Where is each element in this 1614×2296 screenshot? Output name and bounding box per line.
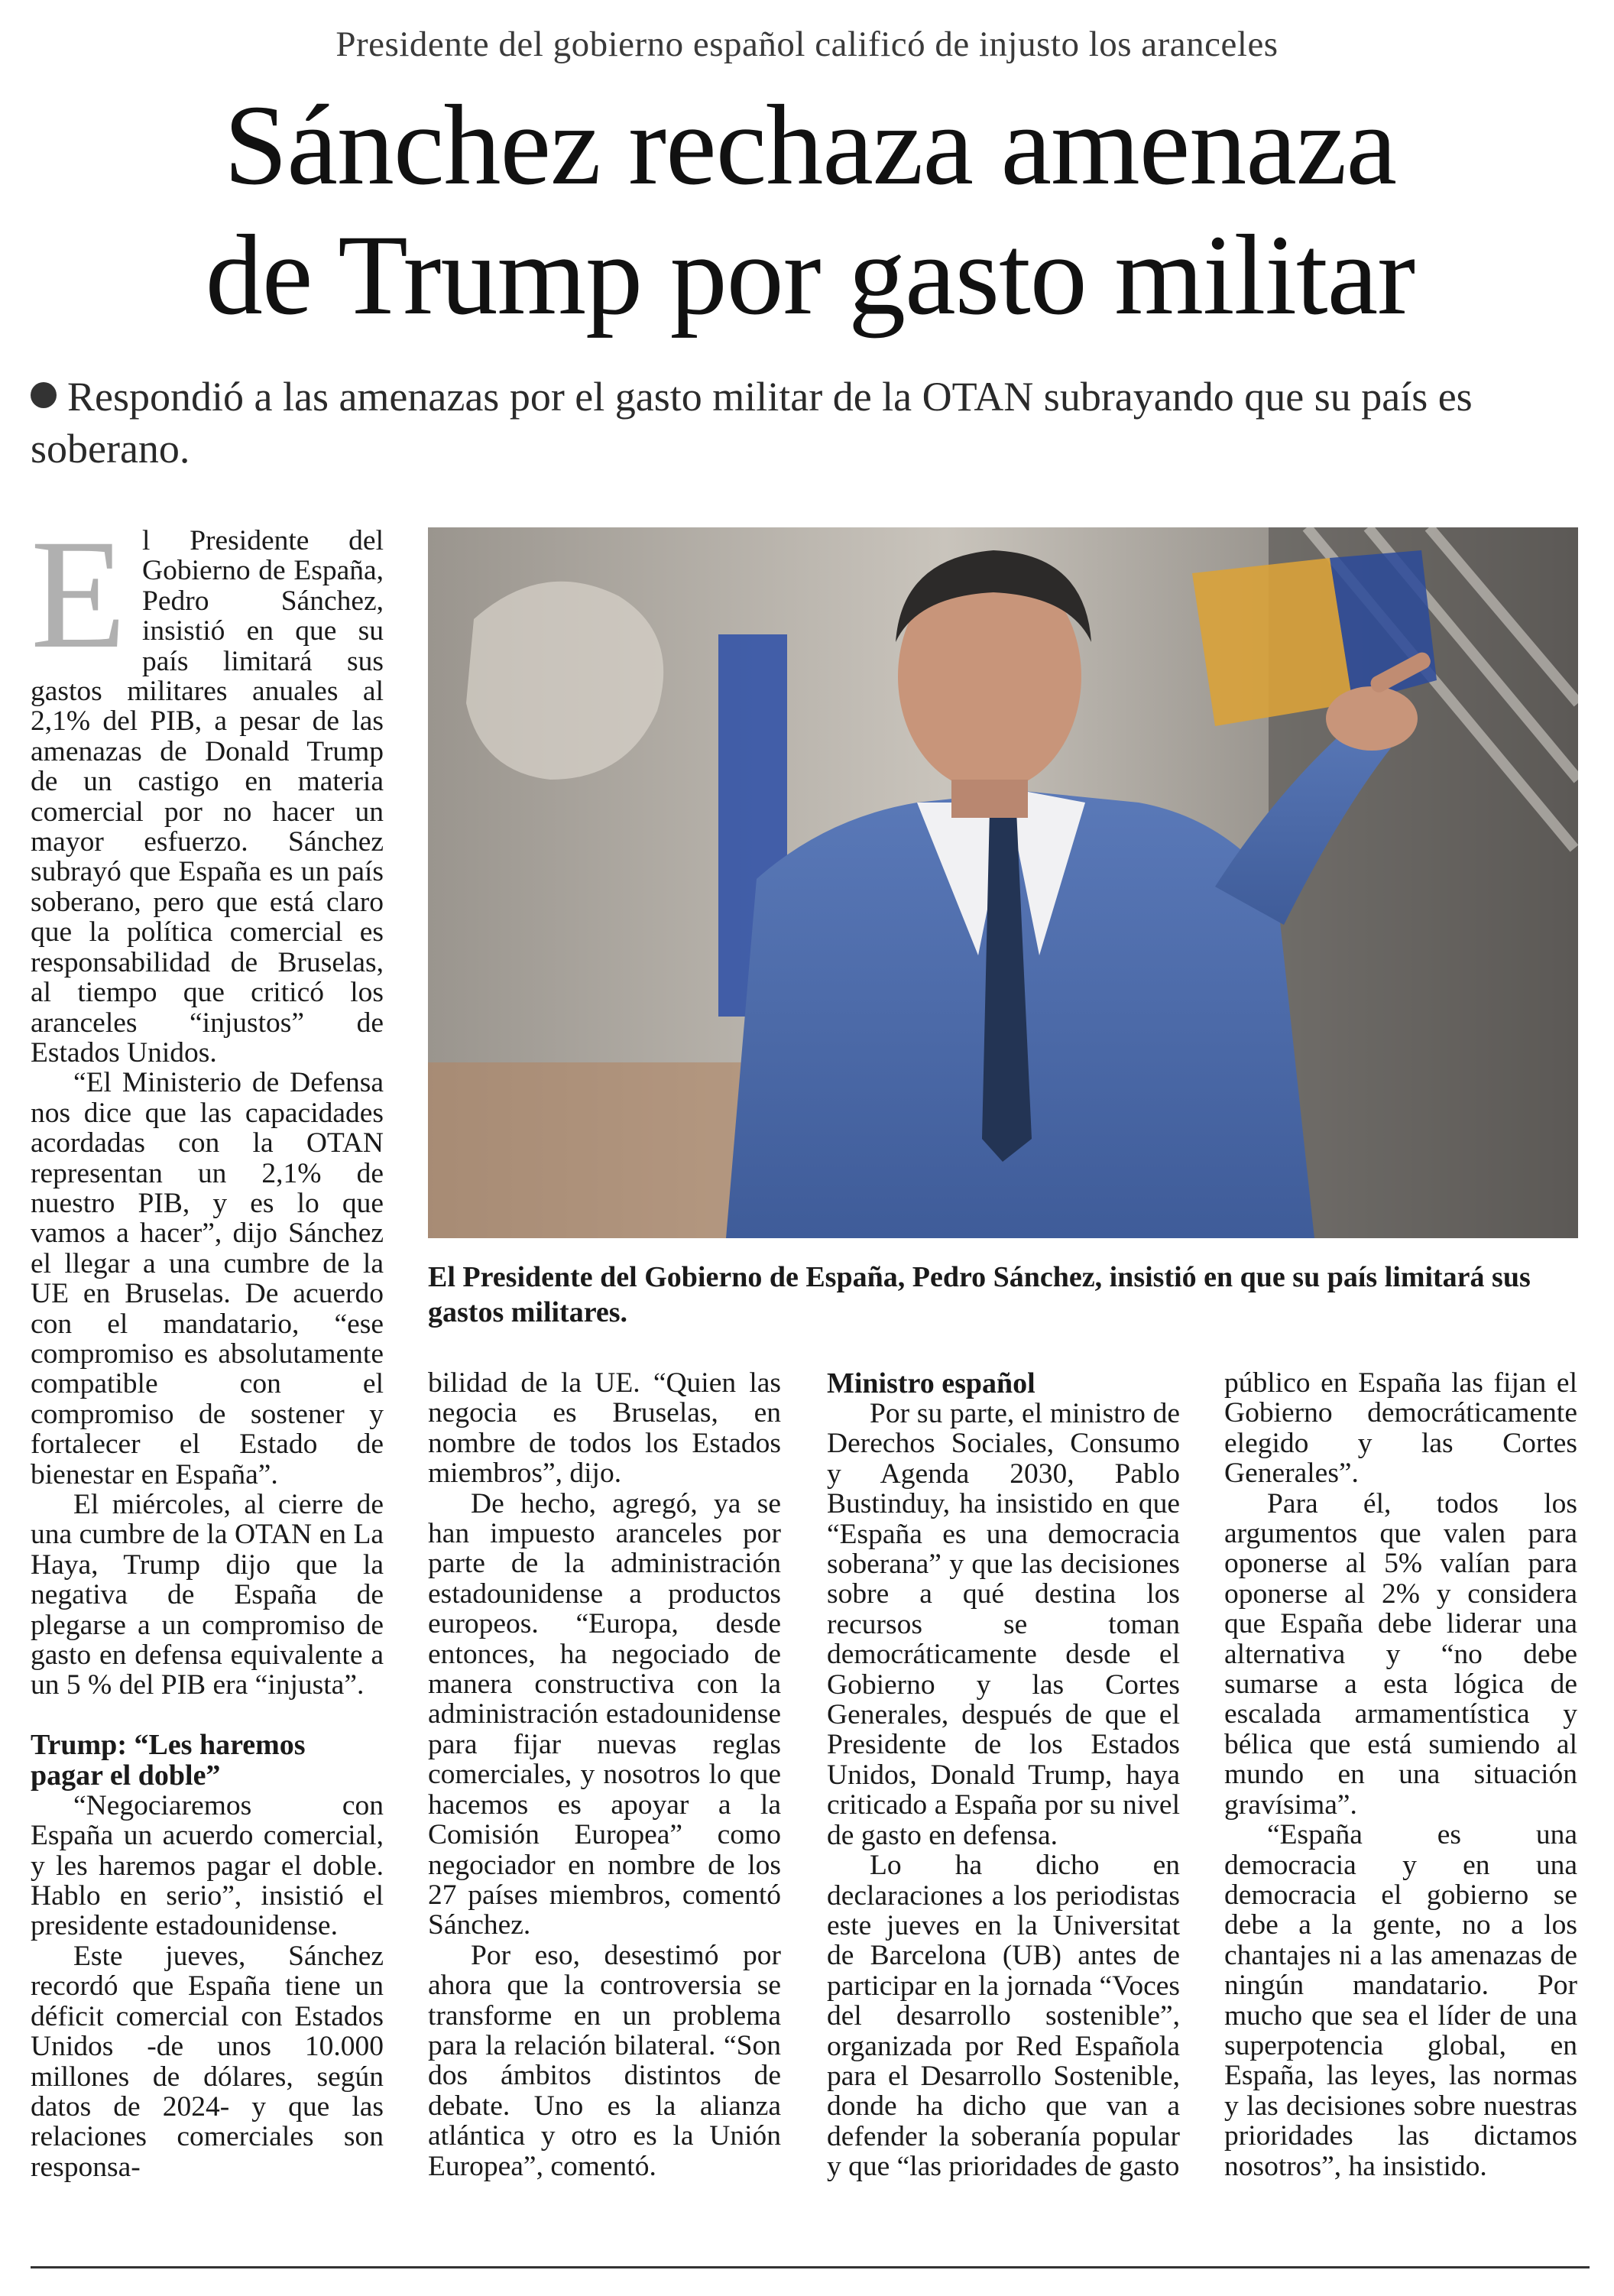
photo-portrait-icon — [428, 527, 1578, 1238]
paragraph: bilidad de la UE. “Quien las negocia es Bruselas, en nombre de todos los Estados miembros”, dijo. — [428, 1367, 781, 1490]
photo — [428, 527, 1578, 1238]
column-3 — [827, 1368, 1180, 2182]
photo-caption: El Presidente del Gobierno de España, Pedro Sánchez, insistió en que su país limitará sus gastos militares. — [428, 1261, 1531, 1328]
column-2 — [428, 1368, 781, 2181]
headline-line-2: de Trump por gasto militar — [205, 212, 1415, 339]
dropcap: E — [31, 508, 127, 681]
kicker: Presidente del gobierno español calificó de injusto los aranceles — [335, 24, 1279, 64]
paragraph — [31, 508, 384, 1069]
paragraph: “España es una democracia y en una democracia el gobierno se debe a la gente, no a los chantajes ni a las amenazas de ningún mandatario. Por mucho que sea el líder de una superpotencia global, en España, las leyes, las normas y las decisiones sobre nuestras prioridades las dictamos nosotros”, ha insistido. — [1224, 1819, 1577, 2182]
paragraph: público en España las fijan el Gobierno democráticamente elegido y las Cortes Generales”. — [1224, 1367, 1577, 1490]
paragraph: “El Ministerio de Defensa nos dice que las capacidades acordadas con la OTAN representan un 2,1% de nuestro PIB, y es lo que vamos a hacer”, dijo Sánchez el llegar a una cumbre de la UE en Bruselas. De acuerdo con el mandatario, “ese compromiso es absolutamente compatible con el compromiso de sostener y fortalecer el Estado de bienestar en España”. — [31, 1067, 384, 1490]
paragraph: De hecho, agregó, ya se han impuesto aranceles por parte de la administración estadounidense a productos europeos. “Europa, desde entonces, ha negociado de manera constructiva con la administración estadounidense para fijar nuevas reglas comerciales, y nosotros lo que hacemos es apoyar a la Comisión Europea” como negociador en nombre de los 27 países miembros, comentó Sánchez. — [428, 1487, 781, 1941]
paragraph: Por eso, desestimó por ahora que la controversia se transforme en un problema para la relación bilateral. “Son dos ámbitos distintos de debate. Uno es la alianza atlántica y otro es la Unión Europea”, comentó. — [428, 1939, 781, 2182]
paragraph: El miércoles, al cierre de una cumbre de la OTAN en La Haya, Trump dijo que la negativa de España de plegarse a un compromiso de gasto en defensa equivalente a un 5 % del PIB era “injusta”. — [31, 1489, 384, 1701]
bullet-icon — [31, 382, 57, 408]
spacer — [31, 1701, 384, 1730]
paragraph: “Negociaremos con España un acuerdo comercial, y les haremos pagar el doble. Hablo en serio”, insistió el presidente estadounidense. — [31, 1789, 384, 1942]
bottom-rule — [31, 2266, 1590, 2268]
summary — [31, 371, 1574, 475]
subhead-ministro: Ministro español — [827, 1367, 1035, 1399]
paragraph: Para él, todos los argumentos que valen para oponerse al 5% valían para oponerse al 2% y considera que España debe liderar una alternativa y “no debe sumarse a esta lógica de escalada armamentística y bélica que está sumiendo al mundo en una situación gravísima”. — [1224, 1487, 1577, 1821]
paragraph: Lo ha dicho en declaraciones a los periodistas este jueves en la Universitat de Barcelona (UB) antes de participar en la jornada “Voces del desarrollo sostenible”, organizada por Red Española para el Desarrollo Sostenible, donde ha dicho que van a defender la soberanía popular y que “las prioridades de gasto — [827, 1850, 1180, 2183]
paragraph: Este jueves, Sánchez recordó que España tiene un déficit comercial con Estados Unidos -de unos 10.000 millones de dólares, según datos de 2024- y que las relaciones comerciales son responsa- — [31, 1940, 384, 2183]
column-4 — [1224, 1368, 1577, 2181]
paragraph-text: l Presidente del Gobierno de España, Pedro Sánchez, insistió en que su país limitará sus gastos militares anuales al 2,1% del PIB, a pesar de las amenazas de Donald Trump de un castigo en materia comercial por no hacer un mayor esfuerzo. Sánchez subrayó que España es un país soberano, pero que está claro que la política comercial es responsabilidad de Bruselas, al tiempo que criticó los aranceles “injustos” de Estados Unidos. — [31, 525, 384, 1069]
column-1 — [31, 508, 384, 2183]
headline — [23, 80, 1597, 340]
subhead-trump: Trump: “Les haremos pagar el doble” — [31, 1728, 306, 1792]
summary-text: Respondió a las amenazas por el gasto militar de la OTAN subrayando que su país es soberano. — [31, 374, 1473, 472]
paragraph: Por su parte, el ministro de Derechos Sociales, Consumo y Agenda 2030, Pablo Bustinduy, ha insistido en que “España es una democracia soberana” y que las decisiones sobre a qué destina los recursos se toman democráticamente desde el Gobierno y las Cortes Generales, después de que el Presidente de los Estados Unidos, Donald Trump, haya criticado a España por su nivel de gasto en defensa. — [827, 1398, 1180, 1851]
headline-line-1: Sánchez rechaza amenaza — [223, 82, 1397, 209]
